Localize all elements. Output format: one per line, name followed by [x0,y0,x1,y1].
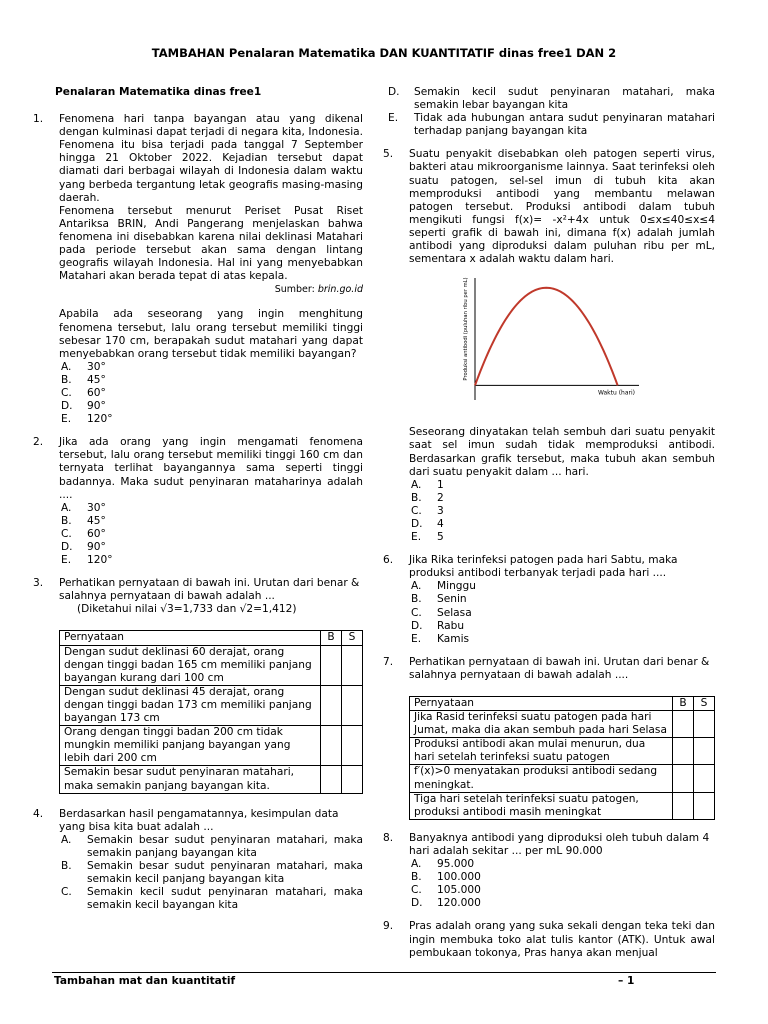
option-text: 45° [87,373,106,386]
option-letter: C. [411,884,422,897]
option-letter: C. [61,386,72,399]
option-c[interactable] [409,607,715,620]
option-text: 60° [87,527,106,540]
benar-cell[interactable] [673,738,694,765]
option-letter: B. [411,871,422,884]
q5-intro: Suatu penyakit disebabkan oleh patogen seperti virus, bakteri atau mikroorganisme lainnya. Saat terinfeksi oleh suatu patogen, sel-sel imun di tubuh kita akan memproduksi antibodi yang membantu melawan patogen tersebut. Produksi antibodi dalam tubuh mengikuti fungsi f(x)= -x²+4x untuk 0≤x≤40≤x≤4 seperti grafik di bawah ini, dimana f(x) adalah jumlah antibodi yang diproduksi dalam puluhan ribu per mL, sementara x adalah waktu dalam hari. [409,148,715,266]
table-row [60,645,363,685]
question-number: 4. [33,807,44,820]
option-a[interactable] [59,834,363,860]
option-letter: B. [61,859,72,872]
question-1 [33,113,363,426]
option-letter: D. [61,541,73,553]
option-text: Tidak ada hubungan antara sudut penyinaran matahari terhadap panjang bayangan kita [414,112,715,138]
salah-cell[interactable] [694,792,715,819]
q1-paragraph-2: Fenomena tersebut menurut Periset Pusat Riset Antariksa BRIN, Andi Pangerang menjelaskan bahwa fenomena ini disebabkan karena nilai deklinasi Matahari pada periode tersebut akan sama dengan lintang geografis wilayah Indonesia. Hal ini yang menyebabkan Matahari akan berada tepat di atas kepala. [59,204,363,283]
option-b[interactable] [409,593,715,606]
option-c[interactable] [59,387,363,400]
q3-question: Perhatikan pernyataan di bawah ini. Urutan dari benar & salahnya pernyataan di bawah adalah ... [59,577,360,603]
q8-question: Banyaknya antibodi yang diproduksi oleh tubuh dalam 4 hari adalah sekitar ... per mL 90.000 [409,831,710,857]
option-letter: D. [61,400,73,413]
option-letter: A. [411,858,422,871]
option-e[interactable] [59,554,363,567]
option-text: 100.000 [437,871,481,884]
option-b[interactable] [59,515,363,528]
benar-cell[interactable] [673,711,694,738]
option-letter: B. [61,514,72,527]
benar-cell[interactable] [321,766,342,793]
benar-cell[interactable] [673,792,694,819]
salah-cell[interactable] [342,726,363,766]
column-header-benar: B [321,631,342,645]
option-e[interactable] [409,531,715,544]
option-text: 60° [87,386,106,399]
table-row [60,685,363,725]
option-e[interactable] [409,633,715,646]
salah-cell[interactable] [694,711,715,738]
page-number: – 1 [618,975,635,987]
statement-cell: Dengan sudut deklinasi 60 derajat, orang dengan tinggi badan 165 cm memiliki panjang bayangan kurang dari 100 cm [60,645,321,685]
option-d[interactable] [59,400,363,413]
q1-paragraph-1: Fenomena hari tanpa bayangan atau yang dikenal dengan kulminasi dapat terjadi di negara kita, Indonesia. Fenomena itu bisa terjadi pada tanggal 7 September hingga 21 Oktober 2022. Kejadian tersebut dapat diamati dari berbagai wilayah di Indonesia dalam waktu yang berbeda tergantung letak geografis masing-masing daerah. [59,113,363,204]
antibody-curve [475,288,618,386]
option-text: 120.000 [437,897,481,910]
option-text: 105.000 [437,884,481,897]
option-letter: E. [411,632,422,645]
x-axis-label: Waktu (hari) [597,389,635,397]
option-text: 1 [437,478,444,491]
statement-cell: f′(x)>0 menyatakan produksi antibodi sedang meningkat. [410,765,673,792]
benar-cell[interactable] [321,726,342,766]
option-text: Semakin kecil sudut penyinaran matahari, maka semakin lebar bayangan kita [414,86,715,112]
question-8 [383,832,715,911]
option-text: Semakin besar sudut penyinaran matahari, maka semakin panjang bayangan kita [87,833,363,859]
option-c[interactable] [59,886,363,912]
option-text: Kamis [437,632,470,645]
option-letter: E. [411,531,422,544]
question-number: 1. [33,113,44,126]
option-letter: B. [411,593,422,606]
option-text: 4 [437,517,444,530]
statement-cell: Orang dengan tinggi badan 200 cm tidak mungkin memiliki panjang bayangan yang lebih dari 200 cm [60,726,321,766]
column-header-salah: S [342,631,363,645]
option-b[interactable] [409,871,715,884]
option-letter: C. [411,606,422,619]
question-number: 5. [383,148,394,161]
option-letter: C. [61,886,72,899]
option-c[interactable] [59,528,363,541]
q5-after: Seseorang dinyatakan telah sembuh dari suatu penyakit saat sel imun sudah tidak memproduksi antibodi. Berdasarkan grafik tersebut, maka tubuh akan sembuh dari suatu penyakit dalam ... hari. [409,426,715,478]
section-title: Penalaran Matematika dinas free1 [55,86,262,98]
q9-question: Pras adalah orang yang suka sekali dengan teka teki dan ingin membuka toko alat tulis kantor (ATK). Untuk awal pembukaan tokonya, Pras hanya akan menjual [409,920,715,959]
salah-cell[interactable] [694,738,715,765]
column-header-benar: B [673,697,694,711]
question-5 [383,148,715,544]
option-text: Senin [437,593,467,606]
question-4 [33,808,363,913]
antibody-chart [453,274,643,416]
left-column [33,86,363,922]
option-d[interactable] [409,897,715,910]
question-9 [383,920,715,959]
question-number: 9. [383,920,394,933]
option-text: 120° [87,554,113,567]
option-text: 90° [87,541,106,553]
option-letter: E. [388,112,399,125]
column-header-statement: Pernyataan [410,697,673,711]
footer-left-text: Tambahan mat dan kuantitatif [54,975,236,987]
option-letter: A. [411,478,422,491]
option-d[interactable] [386,86,715,112]
q3-statement-table [59,630,363,793]
option-text: Semakin besar sudut penyinaran matahari, maka semakin kecil panjang bayangan kita [87,859,363,886]
option-letter: E. [61,413,72,426]
option-text: 30° [87,501,106,514]
option-b[interactable] [59,374,363,387]
option-letter: D. [411,517,423,530]
benar-cell[interactable] [673,765,694,792]
salah-cell[interactable] [342,645,363,685]
benar-cell[interactable] [321,645,342,685]
salah-cell[interactable] [694,765,715,792]
option-text: Selasa [437,606,472,619]
option-text: 30° [87,360,106,373]
option-a[interactable] [409,479,715,492]
option-letter: C. [61,527,72,540]
option-e[interactable] [59,413,363,426]
option-letter: A. [61,501,72,514]
table-header-row [410,697,715,711]
salah-cell[interactable] [342,766,363,793]
option-a[interactable] [409,580,715,593]
option-text: 2 [437,491,444,504]
option-d[interactable] [409,518,715,531]
option-letter: A. [61,360,72,373]
q3-note: (Diketahui nilai √3=1,733 dan √2=1,412) [77,603,297,616]
option-letter: C. [411,504,422,517]
q1-source [59,283,363,296]
q8-options [409,858,715,910]
option-letter: D. [411,897,423,910]
footer-divider [52,972,716,973]
table-row [60,766,363,793]
statement-cell: Produksi antibodi akan mulai menurun, dua hari setelah terinfeksi suatu patogen [410,738,673,765]
table-header-row [60,631,363,645]
table-row [410,765,715,792]
q2-question: Jika ada orang yang ingin mengamati fenomena tersebut, lalu orang tersebut memiliki tinggi 160 cm dan ternyata terlihat bayangannya sama seperti tinggi badannya. Maka sudut penyinaran mataharinya adalah .... [59,436,363,501]
option-text: 3 [437,504,444,517]
source-label: Sumber: [274,284,318,296]
option-a[interactable] [409,858,715,871]
option-letter: A. [61,833,72,846]
option-text: Semakin kecil sudut penyinaran matahari, maka semakin kecil bayangan kita [87,886,363,912]
option-text: 45° [87,514,106,527]
option-letter: B. [61,373,72,386]
statement-cell: Dengan sudut deklinasi 45 derajat, orang dengan tinggi badan 173 cm memiliki panjang bayangan 173 cm [60,685,321,725]
statement-cell: Jika Rasid terinfeksi suatu patogen pada hari Jumat, maka dia akan sembuh pada hari Selasa [410,711,673,738]
benar-cell[interactable] [321,685,342,725]
source-site: brin.go.id [317,284,363,296]
option-text: Minggu [437,580,476,593]
question-number: 6. [383,554,394,567]
q2-options [59,502,363,567]
table-row [410,711,715,738]
q1-options [59,361,363,426]
option-text: 95.000 [437,858,475,871]
y-axis-label: Produksi antibodi (puluhan ribu per mL) [463,277,469,381]
salah-cell[interactable] [342,685,363,725]
option-letter: B. [411,491,422,504]
statement-cell: Tiga hari setelah terinfeksi suatu patogen, produksi antibodi masih meningkat [410,792,673,819]
q7-statement-table [409,696,715,820]
q7-question: Perhatikan pernyataan di bawah ini. Urutan dari benar & salahnya pernyataan di bawah adalah .... [409,655,710,681]
option-c[interactable] [409,505,715,518]
question-number: 8. [383,831,394,844]
option-letter: D. [411,619,423,632]
statement-cell: Semakin besar sudut penyinaran matahari, maka semakin panjang bayangan kita. [60,766,321,793]
q5-options [409,479,715,544]
question-6 [383,554,715,646]
antibody-chart-container [453,274,715,420]
question-7 [383,656,715,820]
option-c[interactable] [409,884,715,897]
option-d[interactable] [59,541,363,554]
table-row [410,792,715,819]
option-letter: D. [388,86,400,98]
q4-options-continued [383,86,715,138]
question-2 [33,436,363,567]
q6-options [409,580,715,645]
q4-question: Berdasarkan hasil pengamatannya, kesimpulan data yang bisa kita buat adalah ... [59,807,339,833]
option-a[interactable] [59,361,363,374]
option-letter: E. [61,554,72,567]
option-text: 120° [87,413,113,426]
q4-options [59,834,363,913]
q1-question: Apabila ada seseorang yang ingin menghitung fenomena tersebut, lalu orang tersebut memiliki tinggi sebesar 170 cm, berapakah sudut matahari yang dapat menyebabkan orang tersebut tidak memiliki bayangan? [59,308,363,360]
option-text: 90° [87,400,106,413]
option-d[interactable] [409,620,715,633]
question-3 [33,577,363,793]
document-title: TAMBAHAN Penalaran Matematika DAN KUANTITATIF dinas free1 DAN 2 [151,46,617,60]
option-a[interactable] [59,502,363,515]
option-b[interactable] [409,492,715,505]
option-e[interactable] [386,112,715,138]
column-header-salah: S [694,697,715,711]
question-number: 2. [33,436,44,449]
right-column [383,86,715,970]
option-letter: A. [411,580,422,593]
table-row [60,726,363,766]
question-number: 7. [383,655,394,668]
option-text: 5 [437,531,444,544]
option-text: Rabu [437,619,465,632]
question-number: 3. [33,577,44,590]
option-b[interactable] [59,860,363,886]
q6-question: Jika Rika terinfeksi patogen pada hari Sabtu, maka produksi antibodi terbanyak terjadi pada hari .... [409,554,678,580]
table-row [410,738,715,765]
column-header-statement: Pernyataan [60,631,321,645]
